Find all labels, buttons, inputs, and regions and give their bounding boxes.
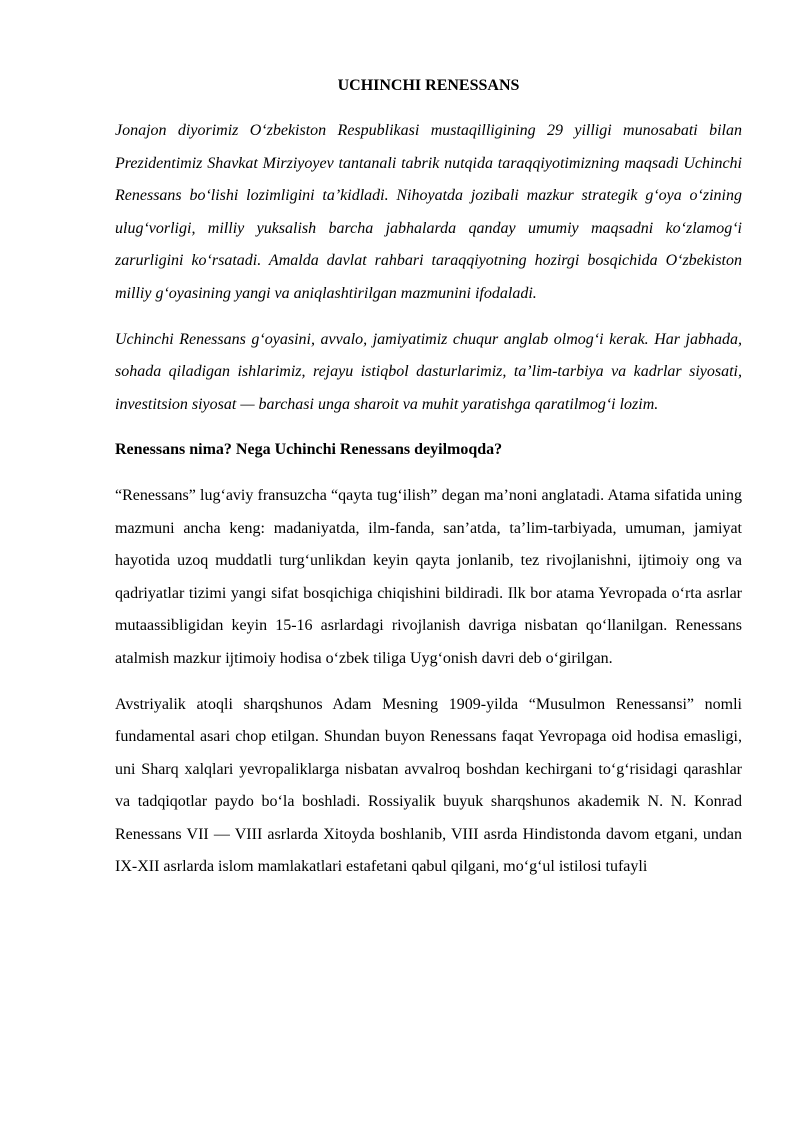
renaissance-definition-paragraph: “Renessans” lug‘aviy fransuzcha “qayta tug‘ilish” degan ma’noni anglatadi. Atama sifatida uning mazmuni ancha keng: madaniyatda, ilm-fanda, san’atda, ta’lim-tarbiyada, umuman, jamiyat hayotida uzoq muddatli turg‘unlikdan keyin qayta jonlanib, tez rivojlanishni, ijtimoiy ong va qadriyatlar tizimi yangi sifat bosqichiga chiqishini bildiradi. Ilk bor atama Yevropada o‘rta asrlar mutaassibligidan keyin 15-16 asrlardagi rivojlanish davriga nisbatan qo‘llanilgan. Renessans atalmish mazkur ijtimoiy hodisa o‘zbek tiliga Uyg‘onish davri deb o‘girilgan. <box>115 486 742 667</box>
intro-paragraph: Jonajon diyorimiz O‘zbekiston Respublikasi mustaqilligining 29 yilligi munosabati bilan Prezidentimiz Shavkat Mirziyoyev tantanali tabrik nutqida taraqqiyotimizning maqsadi Uchinchi Renessans bo‘lishi lozimligini ta’kidladi. Nihoyatda jozibali mazkur strategik g‘oya o‘zining ulug‘vorligi, milliy yuksalish barcha jabhalarda qanday umumiy maqsadni ko‘zlamog‘i zarurligini ko‘rsatadi. Amalda davlat rahbari taraqqiyotning hozirgi bosqichida O‘zbekiston milliy g‘oyasining yangi va aniqlashtirilgan mazmunini ifodaladi. <box>115 122 742 302</box>
section-heading: Renessans nima? Nega Uchinchi Renessans deyilmoqda? <box>115 441 503 459</box>
second-paragraph: Uchinchi Renessans g‘oyasini, avvalo, jamiyatimiz chuqur anglab olmog‘i kerak. Har jabhada, sohada qiladigan ishlarimiz, rejayu istiqbol dasturlarimiz, ta’lim-tarbiya va kadrlar siyosati, investitsion siyosat — barchasi unga sharoit va muhit yaratishga qaratilmog‘i lozim. <box>115 330 742 413</box>
document-title: UCHINCHI RENESSANS <box>337 77 520 94</box>
history-paragraph: Avstriyalik atoqli sharqshunos Adam Mesning 1909-yilda “Musulmon Renessansi” nomli fundamental asari chop etilgan. Shundan buyon Renessans faqat Yevropaga oid hodisa emasligi, uni Sharq xalqlari yevropaliklarga nisbatan avvalroq boshdan kechirgani to‘g‘risidagi qarashlar va tadqiqotlar paydo bo‘la boshladi. Rossiyalik buyuk sharqshunos akademik N. N. Konrad Renessans VII — VIII asrlarda Xitoyda boshlanib, VIII asrda Hindistonda davom etgani, undan IX-XII asrlarda islom mamlakatlari estafetani qabul qilgani, mo‘g‘ul istilosi tufayli <box>115 695 742 876</box>
document-page <box>115 74 742 884</box>
